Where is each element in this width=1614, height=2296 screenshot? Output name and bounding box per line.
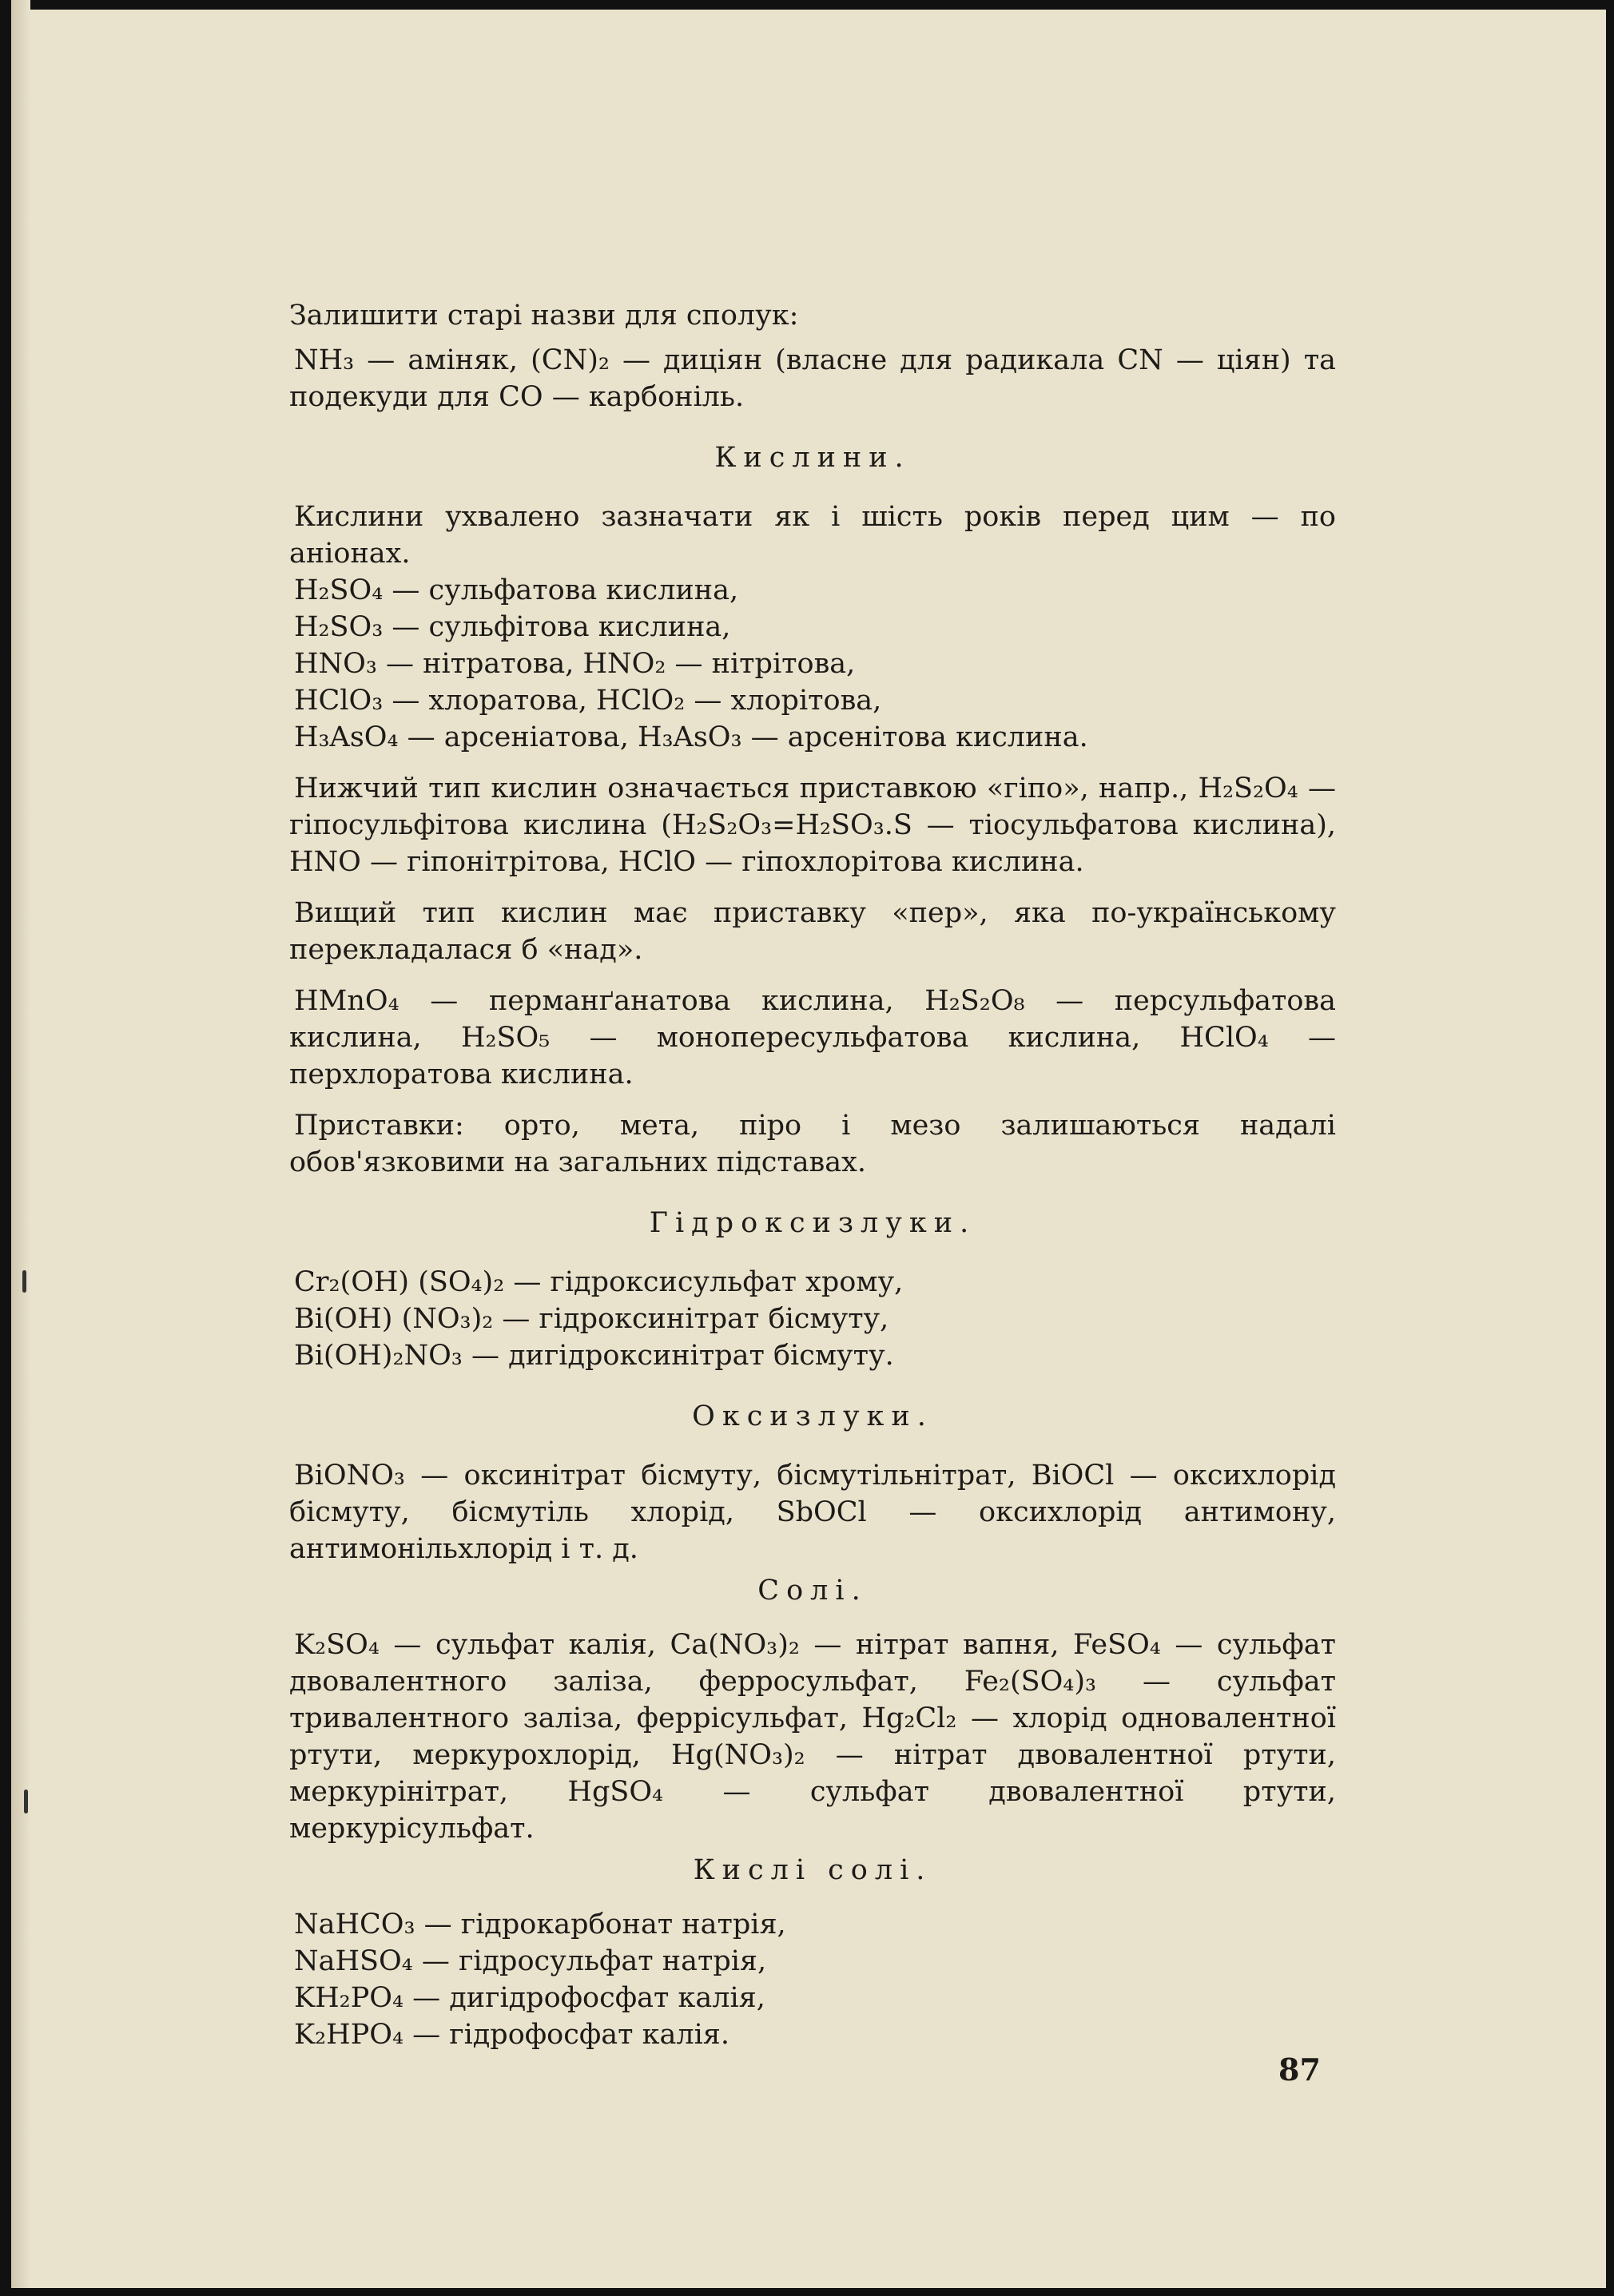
list-item: Cr₂(OH) (SO₄)₂ — гідроксисульфат хрому, xyxy=(294,1266,904,1298)
oxy-text: BiONO₃ — оксинітрат бісмуту, бісмутільнітрат, BiOCl — оксихлорід бісмуту, бісмутіль хлорід, SbOCl — оксихлорід антимону, антимонільхлорід і т. д. xyxy=(289,1460,1336,1565)
section-title-acids: Кислини. xyxy=(714,442,911,474)
scan-edge-left xyxy=(0,0,11,2296)
section-title-salts: Солі. xyxy=(757,1575,868,1607)
margin-mark xyxy=(22,1270,26,1293)
page-number: 87 xyxy=(1278,2052,1321,2087)
intro-text: NH₃ — аміняк, (CN)₂ — диціян (власне для радикала CN — ціян) та подекуди для CO — карбоніль. xyxy=(289,344,1336,413)
section-title-acid-salts: Кислі солі. xyxy=(693,1854,932,1886)
margin-mark xyxy=(24,1790,28,1813)
page-gutter-shadow xyxy=(11,0,30,2296)
list-item: NaHSO₄ — гідросульфат натрія, xyxy=(294,1945,767,1977)
intro-heading-line: Залишити старі назви для сполук: xyxy=(289,300,799,332)
acids-prefixes: Приставки: орто, мета, піро і мезо залишаються надалі обов'язковими на загальних підставах. xyxy=(289,1110,1336,1178)
list-item: H₃AsO₄ — арсеніатова, H₃AsO₃ — арсенітова кислина. xyxy=(294,721,1088,753)
page-text xyxy=(289,297,1336,2053)
salts-text: K₂SO₄ — сульфат калія, Ca(NO₃)₂ — нітрат вапня, FeSO₄ — сульфат двовалентного заліза, ферросульфат, Fe₂(SO₄)₃ — сульфат тривалентного заліза, феррісульфат, Hg₂Cl₂ — хлорід одновалентної ртути, меркурохлорід, Hg(NO₃)₂ — нітрат двовалентної ртути, меркурінітрат, HgSO₄ — сульфат двовалентної ртути, меркурісульфат. xyxy=(289,1629,1336,1845)
section-title-hydroxy: Гідроксизлуки. xyxy=(649,1207,976,1239)
list-item: K₂HPO₄ — гідрофосфат калія. xyxy=(294,2019,729,2051)
acids-lower-type: Нижчий тип кислин означається приставкою «гіпо», напр., H₂S₂O₄ — гіпосульфітова кислина (H₂S₂O₃=H₂SO₃.S — тіосульфатова кислина), HNO — гіпонітрітова, HClO — гіпохлорітова кислина. xyxy=(289,773,1336,878)
acids-per-examples: HMnO₄ — перманґанатова кислина, H₂S₂O₈ — персульфатова кислина, H₂SO₅ — монопересульфатова кислина, HClO₄ — перхлоратова кислина. xyxy=(289,985,1336,1090)
list-item: Bi(OH) (NO₃)₂ — гідроксинітрат бісмуту, xyxy=(294,1303,889,1335)
list-item: KH₂PO₄ — дигідрофосфат калія, xyxy=(294,1982,765,2014)
scan-edge-top xyxy=(0,0,1614,10)
scan-edge-bottom xyxy=(0,2288,1614,2296)
acids-higher-type: Вищий тип кислин має приставку «пер», яка по-українському перекладалася б «над». xyxy=(289,897,1336,966)
list-item: Bi(OH)₂NO₃ — дигідроксинітрат бісмуту. xyxy=(294,1340,894,1372)
list-item: H₂SO₃ — сульфітова кислина, xyxy=(294,611,731,643)
acid-salts-list xyxy=(289,1906,1336,2053)
hydroxy-list xyxy=(289,1264,1336,1374)
acids-intro: Кислини ухвалено зазначати як і шість років перед цим — по аніонах. xyxy=(289,501,1336,570)
list-item: H₂SO₄ — сульфатова кислина, xyxy=(294,574,739,606)
list-item: NaHCO₃ — гідрокарбонат натрія, xyxy=(294,1909,786,1940)
section-title-oxy: Оксизлуки. xyxy=(692,1400,933,1432)
acids-list xyxy=(289,572,1336,756)
list-item: HClO₃ — хлоратова, HClO₂ — хлорітова, xyxy=(294,685,882,717)
list-item: HNO₃ — нітратова, HNO₂ — нітрітова, xyxy=(294,648,856,680)
scan-edge-right xyxy=(1606,0,1614,2296)
